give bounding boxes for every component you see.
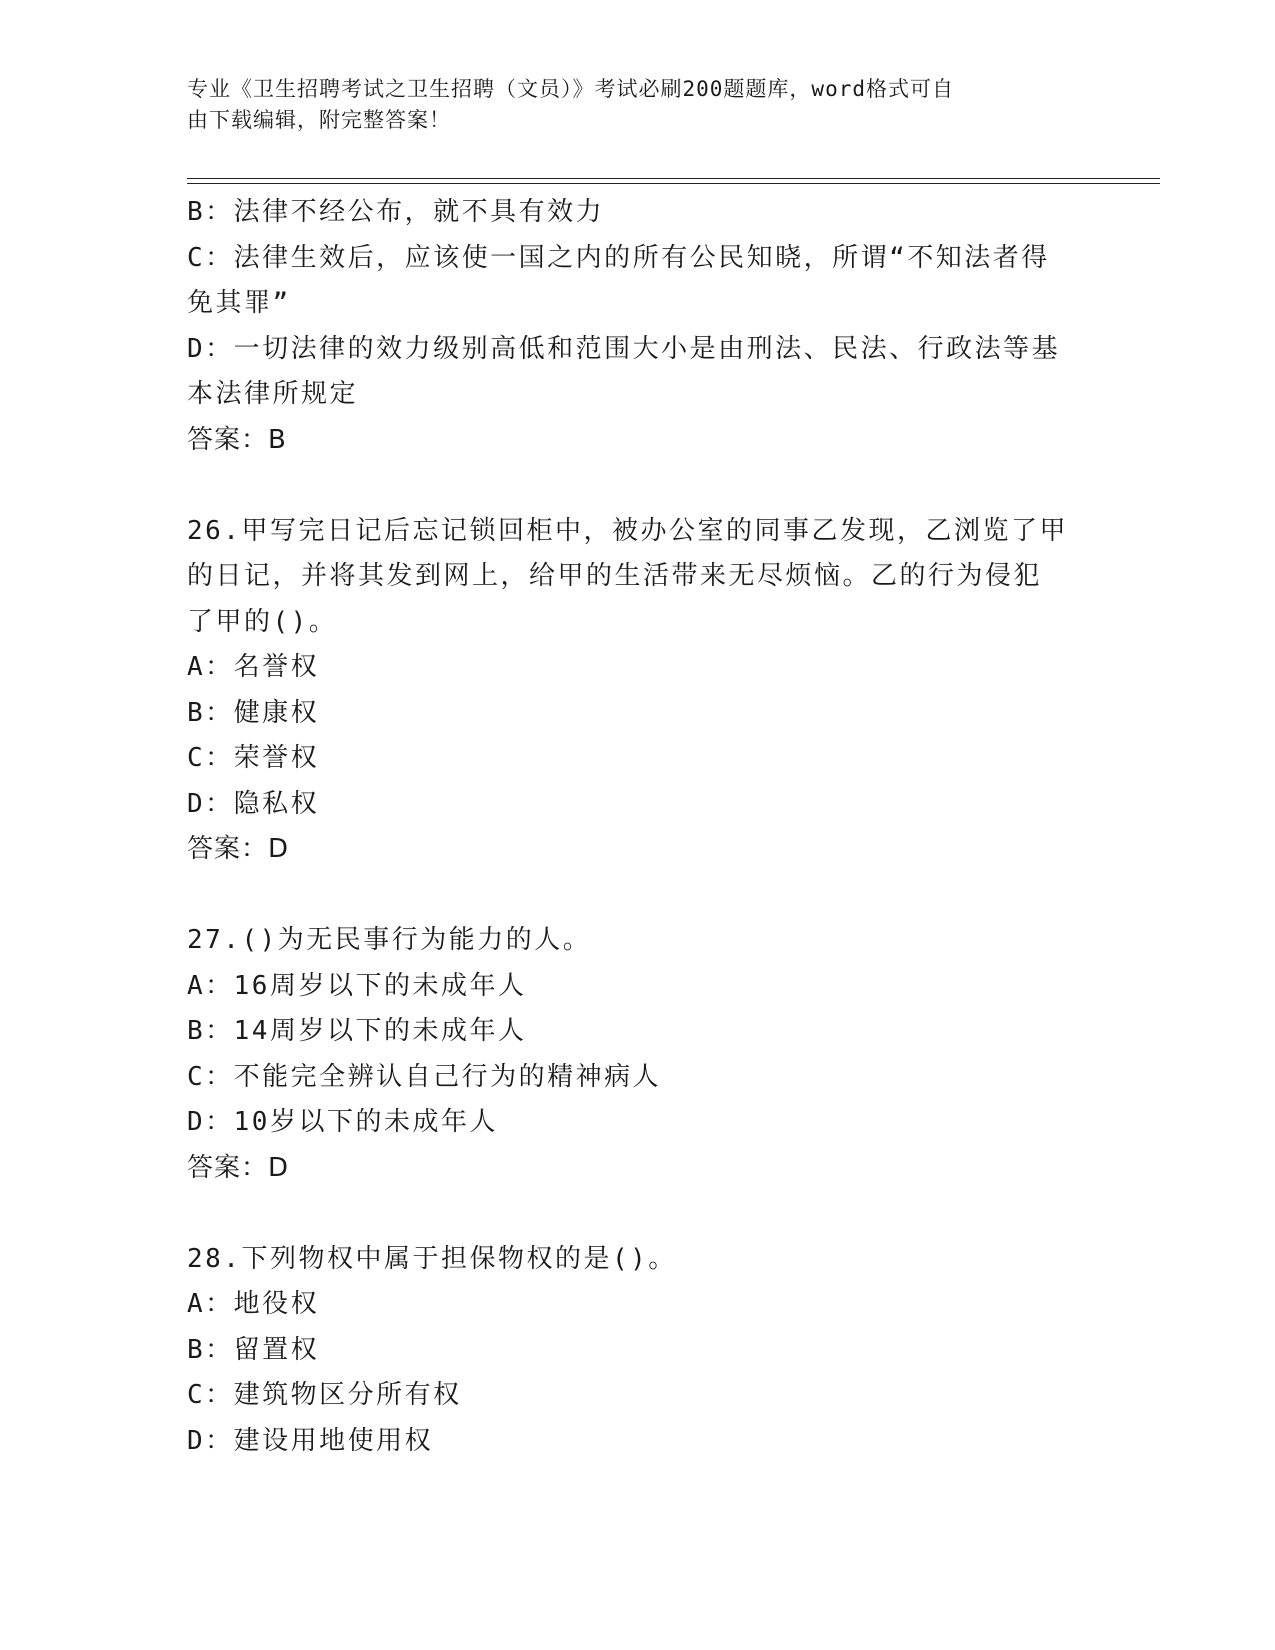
option-c-line-2: 免其罪” <box>187 288 291 318</box>
option-d-line-1: D：一切法律的效力级别高低和范围大小是由刑法、民法、行政法等基 <box>187 333 1061 364</box>
option-d-line-2: 本法律所规定 <box>187 379 359 409</box>
answer: 答案：D <box>187 834 290 864</box>
option-c-line-1: C：法律生效后，应该使一国之内的所有公民知晓，所谓“不知法者得 <box>187 242 1050 273</box>
header-divider-bottom <box>187 183 1160 184</box>
header-line-2: 由下载编辑，附完整答案！ <box>187 108 451 132</box>
question-stem: 28.下列物权中属于担保物权的是()。 <box>187 1243 677 1274</box>
option-b: B：留置权 <box>187 1334 320 1365</box>
option-a: A：名誉权 <box>187 652 320 682</box>
question-stem-line-2: 的日记，并将其发到网上，给甲的生活带来无尽烦恼。乙的行为侵犯 <box>187 561 1043 591</box>
option-b: B：法律不经公布，就不具有效力 <box>187 197 605 227</box>
spacer <box>187 1191 1087 1237</box>
question-28 <box>187 1237 1087 1465</box>
answer: 答案：B <box>187 424 287 455</box>
question-25-tail <box>187 190 1087 463</box>
header-divider-top <box>187 178 1160 179</box>
question-26 <box>187 509 1087 873</box>
option-b: B：14周岁以下的未成年人 <box>187 1016 527 1046</box>
option-d: D：隐私权 <box>187 788 320 819</box>
option-d: D：10岁以下的未成年人 <box>187 1107 498 1137</box>
document-body <box>187 190 1087 1464</box>
option-c: C：荣誉权 <box>187 743 320 773</box>
question-27 <box>187 918 1087 1191</box>
question-stem-line-1: 26.甲写完日记后忘记锁回柜中，被办公室的同事乙发现，乙浏览了甲 <box>187 515 1068 546</box>
question-stem-line-3: 了甲的()。 <box>187 606 338 637</box>
option-a: A：地役权 <box>187 1289 320 1319</box>
option-a: A：16周岁以下的未成年人 <box>187 970 527 1001</box>
option-d: D：建设用地使用权 <box>187 1425 434 1456</box>
spacer <box>187 463 1087 509</box>
option-b: B：健康权 <box>187 697 320 728</box>
header-line-1: 专业《卫生招聘考试之卫生招聘（文员）》考试必刷200题题库，word格式可自 <box>187 77 954 101</box>
question-stem: 27.()为无民事行为能力的人。 <box>187 925 592 955</box>
answer: 答案：D <box>187 1152 290 1183</box>
spacer <box>187 873 1087 919</box>
option-c: C：建筑物区分所有权 <box>187 1380 462 1410</box>
option-c: C：不能完全辨认自己行为的精神病人 <box>187 1061 662 1092</box>
document-header <box>187 74 1087 136</box>
